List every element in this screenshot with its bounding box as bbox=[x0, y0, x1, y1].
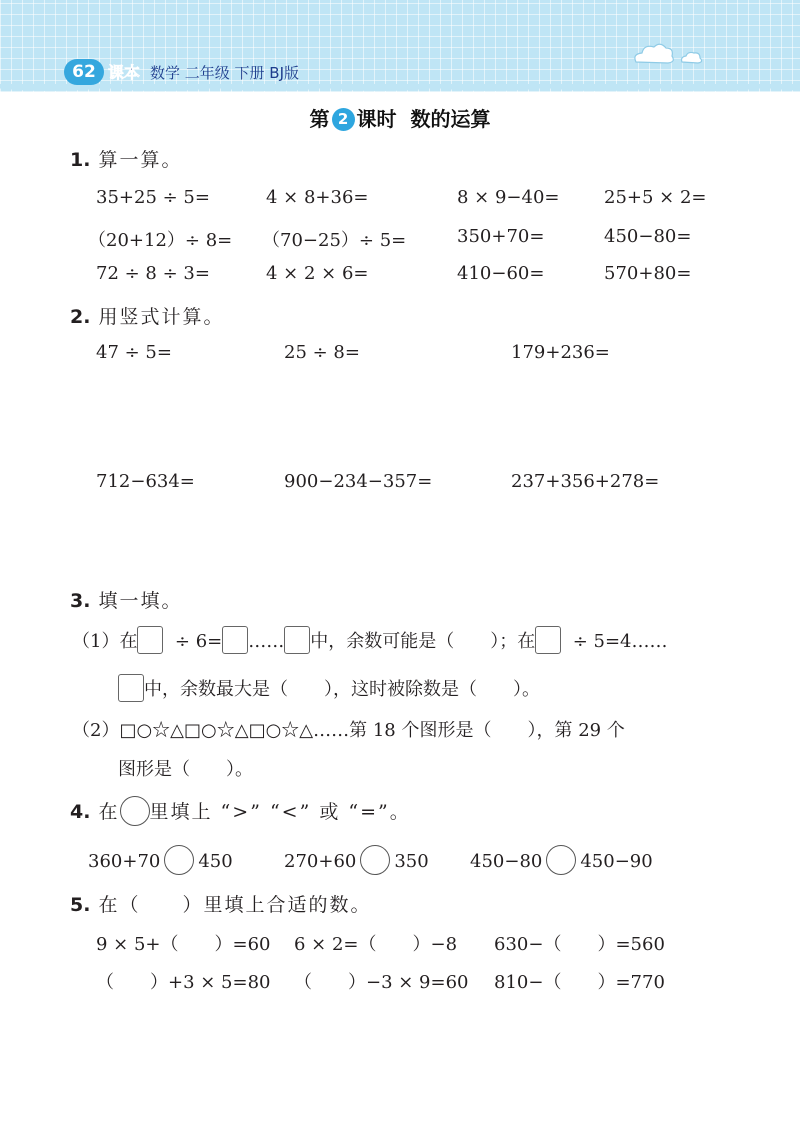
answer-blank[interactable] bbox=[377, 930, 413, 956]
cloud-decoration-icon bbox=[630, 38, 710, 68]
q5-item bbox=[96, 930, 271, 956]
q1-item: 72 ÷ 8 ÷ 3= bbox=[96, 263, 210, 284]
compare-circle[interactable] bbox=[546, 845, 576, 875]
answer-box[interactable] bbox=[137, 626, 163, 654]
lesson-title bbox=[0, 103, 800, 132]
q5-pre: 6 × 2=（ bbox=[294, 934, 377, 955]
q4-title-pre: 在 bbox=[98, 801, 120, 823]
lesson-name: 数的运算 bbox=[410, 107, 491, 131]
q5-post: ）=770 bbox=[597, 972, 665, 993]
q5-post: ）=560 bbox=[597, 934, 665, 955]
q3-number: 3. bbox=[70, 590, 91, 612]
answer-blank[interactable] bbox=[561, 930, 597, 956]
q3-p1-text: …… bbox=[248, 631, 285, 652]
q5-item bbox=[96, 968, 271, 994]
lesson-suffix: 课时 bbox=[356, 107, 397, 131]
answer-box[interactable] bbox=[118, 674, 144, 702]
q5-pre: （ bbox=[294, 972, 312, 993]
q5-item bbox=[294, 930, 457, 956]
q1-item: 450−80= bbox=[604, 226, 692, 247]
q3-p1-text: 中，余数可能是（ bbox=[310, 631, 455, 652]
q1-item: 4 × 8+36= bbox=[266, 187, 369, 208]
q4-item bbox=[470, 845, 653, 875]
q1-item: 25+5 × 2= bbox=[604, 187, 707, 208]
q4-left: 450−80 bbox=[470, 851, 543, 872]
q1-item: 35+25 ÷ 5= bbox=[96, 187, 210, 208]
q5-item bbox=[494, 930, 665, 956]
answer-blank[interactable] bbox=[312, 968, 348, 994]
q3-p2-text: 图形是（ bbox=[118, 759, 190, 780]
q4-title bbox=[70, 796, 411, 826]
q3-p1-text: ），这时被除数是（ bbox=[324, 679, 477, 700]
q3-p1-label: （1）在 bbox=[72, 631, 138, 652]
q5-pre: 9 × 5+（ bbox=[96, 934, 179, 955]
q1-title bbox=[70, 145, 183, 172]
q4-number: 4. bbox=[70, 801, 91, 823]
q4-right: 350 bbox=[394, 851, 429, 872]
q2-item: 25 ÷ 8= bbox=[284, 342, 360, 363]
q3-p2-label: （2） bbox=[72, 720, 120, 741]
circle-symbol-icon bbox=[120, 796, 150, 826]
answer-blank[interactable] bbox=[179, 930, 215, 956]
q2-title bbox=[70, 302, 225, 329]
q1-item: 570+80= bbox=[604, 263, 692, 284]
q2-item: 237+356+278= bbox=[511, 471, 660, 492]
answer-blank[interactable] bbox=[114, 968, 150, 994]
shape-sequence: □○☆△□○☆△□○☆△…… bbox=[119, 720, 350, 741]
q2-number: 2. bbox=[70, 306, 91, 328]
q3-part1-line2 bbox=[118, 674, 540, 702]
q3-part1-line1 bbox=[72, 626, 668, 654]
q3-p1-text: 中，余数最大是（ bbox=[144, 679, 288, 700]
q3-p1-text: ）。 bbox=[513, 679, 540, 700]
q1-number: 1. bbox=[70, 149, 91, 171]
answer-box[interactable] bbox=[222, 626, 248, 654]
q2-item: 900−234−357= bbox=[284, 471, 433, 492]
q4-left: 360+70 bbox=[88, 851, 161, 872]
q5-pre: （ bbox=[96, 972, 114, 993]
q2-item: 179+236= bbox=[511, 342, 610, 363]
q4-right: 450 bbox=[198, 851, 233, 872]
q2-title-text: 用竖式计算。 bbox=[98, 306, 225, 328]
q3-p1-text: ÷ 6= bbox=[174, 631, 223, 652]
q5-post: ）=60 bbox=[214, 934, 271, 955]
q3-p2-text: 第 18 个图形是（ bbox=[349, 720, 492, 741]
q4-item bbox=[88, 845, 233, 875]
brand-logo bbox=[108, 60, 148, 84]
q3-title-text: 填一填。 bbox=[98, 590, 183, 612]
q5-item bbox=[494, 968, 665, 994]
q5-title-text: 在（ ）里填上合适的数。 bbox=[98, 894, 372, 916]
lesson-prefix: 第 bbox=[309, 107, 330, 131]
q3-part2-line2 bbox=[118, 755, 253, 781]
compare-circle[interactable] bbox=[360, 845, 390, 875]
q4-title-post: 里填上 “>” “<” 或 “=”。 bbox=[149, 801, 411, 823]
q1-item: （70−25）÷ 5= bbox=[262, 230, 407, 251]
q1-title-text: 算一算。 bbox=[98, 149, 183, 171]
answer-box[interactable] bbox=[535, 626, 561, 654]
q5-pre: 810−（ bbox=[494, 972, 562, 993]
q3-p1-text: ）；在 bbox=[490, 631, 536, 652]
lesson-number-badge: 2 bbox=[332, 108, 355, 131]
q5-post: ）−8 bbox=[412, 934, 458, 955]
q2-item: 47 ÷ 5= bbox=[96, 342, 172, 363]
q5-title bbox=[70, 890, 372, 917]
compare-circle[interactable] bbox=[164, 845, 194, 875]
page-number-badge: 62 bbox=[64, 59, 104, 85]
q5-post: ）−3 × 9=60 bbox=[348, 972, 469, 993]
q3-p2-text: ）。 bbox=[226, 759, 253, 780]
q4-left: 270+60 bbox=[284, 851, 357, 872]
q3-p1-text: ÷ 5=4…… bbox=[572, 631, 668, 652]
q5-post: ）+3 × 5=80 bbox=[150, 972, 271, 993]
q3-title bbox=[70, 586, 183, 613]
q1-item: （20+12）÷ 8= bbox=[88, 230, 233, 251]
q5-item bbox=[294, 968, 469, 994]
q1-item: 8 × 9−40= bbox=[457, 187, 560, 208]
q2-item: 712−634= bbox=[96, 471, 195, 492]
q1-item: 4 × 2 × 6= bbox=[266, 263, 369, 284]
header-wave-edge bbox=[0, 84, 800, 96]
q3-p2-text: ），第 29 个 bbox=[527, 720, 625, 741]
q4-item bbox=[284, 845, 429, 875]
q4-right: 450−90 bbox=[580, 851, 653, 872]
q1-item: 410−60= bbox=[457, 263, 545, 284]
q3-part2-line1 bbox=[72, 716, 625, 742]
answer-blank[interactable] bbox=[561, 968, 597, 994]
q1-item: 350+70= bbox=[457, 226, 545, 247]
answer-box[interactable] bbox=[284, 626, 310, 654]
q5-number: 5. bbox=[70, 894, 91, 916]
svg-text:课本: 课本 bbox=[108, 63, 141, 82]
book-title: 数学 二年级 下册 BJ版 bbox=[150, 64, 300, 82]
q5-pre: 630−（ bbox=[494, 934, 562, 955]
